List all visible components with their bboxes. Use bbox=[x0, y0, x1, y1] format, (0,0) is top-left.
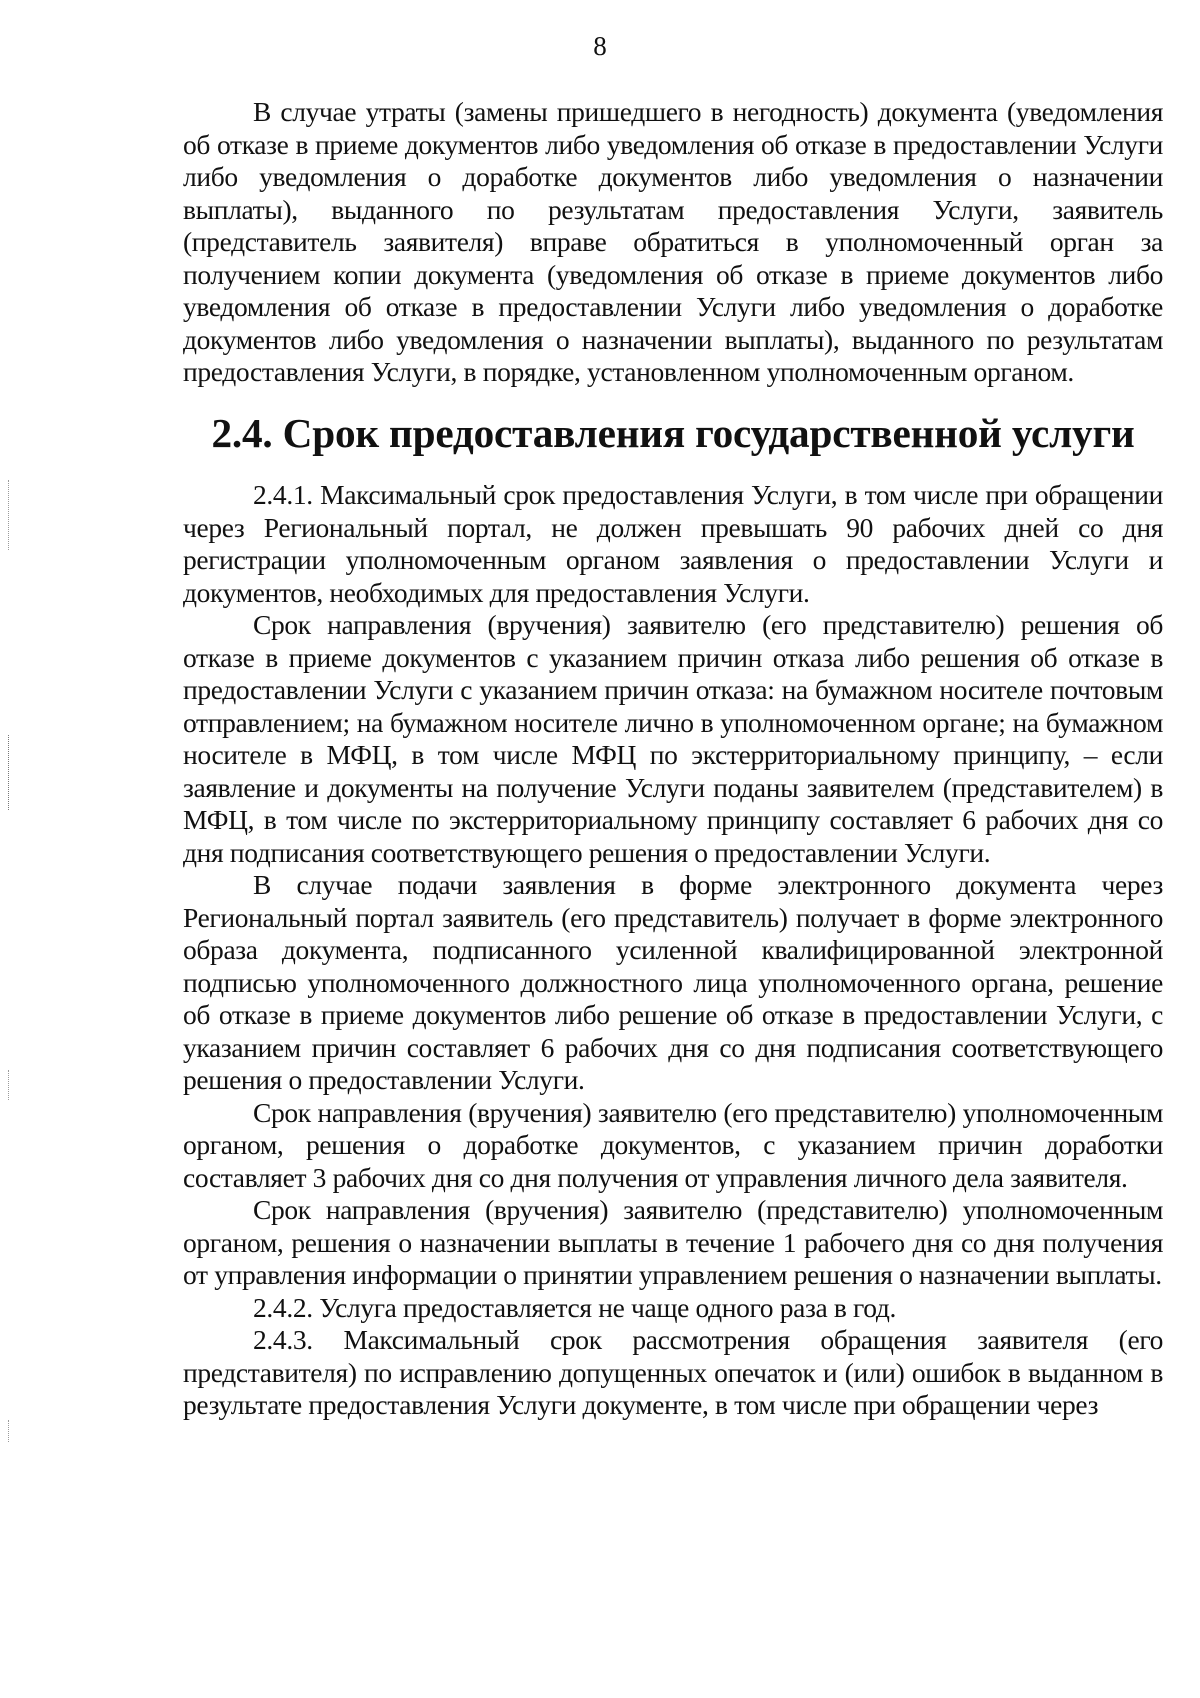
paragraph-2-4-1: 2.4.1. Максимальный срок предоставления Услуги, в том числе при обращении через Региональный портал, не должен превышать 90 рабочих дней со дня регистрации уполномоченным органом заявления о предоставлении Услуги и документов, необходимых для предоставления Услуги. bbox=[183, 479, 1163, 608]
scan-margin-mark bbox=[8, 1420, 9, 1442]
paragraph-2-4-3: 2.4.3. Максимальный срок рассмотрения обращения заявителя (его представителя) по исправлению допущенных опечаток и (или) ошибок в выданном в результате предоставления Услуги документе, в том числе при обращении через bbox=[183, 1324, 1163, 1420]
section-heading-2-4: 2.4. Срок предоставления государственной услуги bbox=[211, 409, 1135, 456]
paragraph-payment-decision-term: Срок направления (вручения) заявителю (представителю) уполномоченным органом, решения о назначении выплаты в течение 1 рабочего дня со дня получения от управления информации о принятии управлением решения о назначении выплаты. bbox=[183, 1194, 1163, 1290]
paragraph-revision-term: Срок направления (вручения) заявителю (его представителю) уполномоченным органом, решения о доработке документов, с указанием причин доработки составляет 3 рабочих дня со дня получения от управления личного дела заявителя. bbox=[183, 1096, 1163, 1193]
scan-margin-mark bbox=[8, 480, 9, 550]
paragraph-2-4-2: 2.4.2. Услуга предоставляется не чаще одного раза в год. bbox=[253, 1291, 897, 1323]
paragraph-lost-document: В случае утраты (замены пришедшего в негодность) документа (уведомления об отказе в приеме документов либо уведомления об отказе в предоставлении Услуги либо уведомления о доработке документов либо уведомления о назначении выплаты), выданного по результатам предоставления Услуги, заявитель (представитель заявителя) вправе обратиться в уполномоченный орган за получением копии документа (уведомления об отказе в приеме документов либо уведомления об отказе в предоставлении Услуги либо уведомления о доработке документов либо уведомления о назначении выплаты), выданного по результатам предоставления Услуги, в порядке, установленном уполномоченным органом. bbox=[183, 96, 1163, 387]
document-body bbox=[183, 96, 1163, 1422]
paragraph-electronic-submission: В случае подачи заявления в форме электронного документа через Региональный портал заявитель (его представитель) получает в форме электронного образа документа, подписанного усиленной квалифицированной электронной подписью уполномоченного должностного лица уполномоченного органа, решение об отказе в приеме документов либо решение об отказе в предоставлении Услуги, с указанием причин составляет 6 рабочих дня со дня подписания соответствующего решения о предоставлении Услуги. bbox=[183, 869, 1163, 1095]
page-number: 8 bbox=[593, 31, 607, 61]
scan-margin-mark bbox=[8, 1070, 9, 1100]
paragraph-refusal-delivery-term: Срок направления (вручения) заявителю (его представителю) решения об отказе в приеме документов с указанием причин отказа либо решения об отказе в предоставлении Услуги с указанием причин отказа: на бумажном носителе почтовым отправлением; на бумажном носителе лично в уполномоченном органе; на бумажном носителе в МФЦ, в том числе МФЦ по экстерриториальному принципу, – если заявление и документы на получение Услуги поданы заявителем (представителем) в МФЦ, в том числе по экстерриториальному принципу составляет 6 рабочих дня со дня подписания соответствующего решения о предоставлении Услуги. bbox=[183, 609, 1163, 868]
scan-margin-mark bbox=[8, 735, 9, 810]
